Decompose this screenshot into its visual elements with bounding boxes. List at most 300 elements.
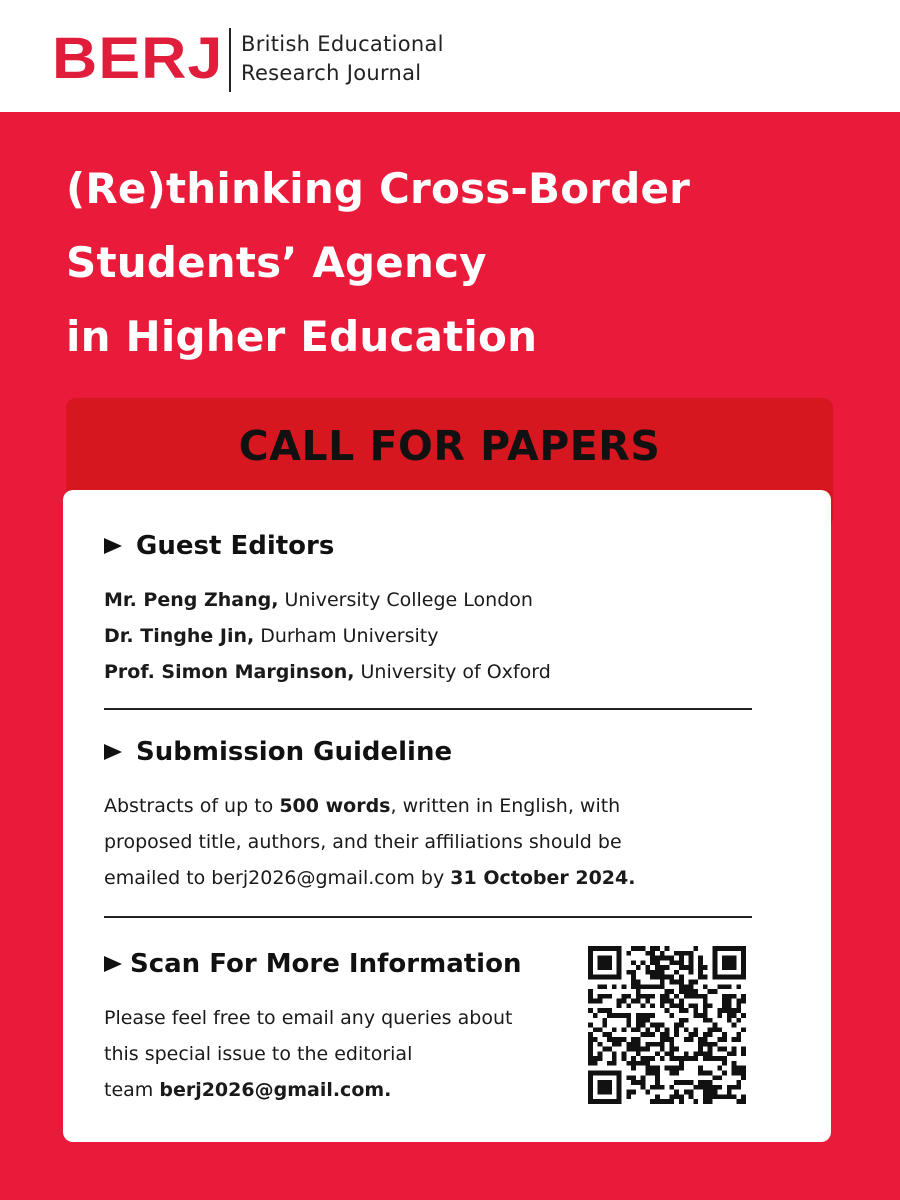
scan-line2: this special issue to the editorial (104, 1043, 413, 1065)
qr-module (617, 1037, 622, 1042)
qr-module (631, 1075, 636, 1080)
qr-module (660, 956, 665, 961)
qr-module (588, 1023, 593, 1028)
qr-module (650, 970, 655, 975)
qr-module (679, 999, 684, 1004)
qr-module (736, 946, 741, 951)
qr-module (708, 1099, 713, 1104)
qr-module (588, 1075, 593, 1080)
qr-module (602, 1085, 607, 1090)
qr-module (684, 965, 689, 970)
qr-module (598, 1008, 603, 1013)
qr-module (607, 1080, 612, 1085)
qr-module (598, 1051, 603, 1056)
qr-module (727, 1008, 732, 1013)
text-span: emailed to berj2026@gmail.com by (104, 867, 451, 889)
qr-module (703, 965, 708, 970)
qr-module (708, 1047, 713, 1052)
qr-module (689, 1094, 694, 1099)
qr-module (655, 1042, 660, 1047)
qr-module (631, 999, 636, 1004)
qr-module (607, 994, 612, 999)
qr-module (617, 1094, 622, 1099)
qr-module (660, 994, 665, 999)
qr-module (712, 970, 717, 975)
qr-module (727, 1094, 732, 1099)
qr-module (626, 1047, 631, 1052)
qr-module (655, 956, 660, 961)
qr-module (703, 1070, 708, 1075)
qr-module (674, 1066, 679, 1071)
qr-module (674, 1032, 679, 1037)
qr-module (650, 984, 655, 989)
qr-module (741, 1099, 746, 1104)
qr-module (689, 956, 694, 961)
qr-module (636, 1080, 641, 1085)
qr-module (679, 980, 684, 985)
qr-module (660, 1099, 665, 1104)
qr-module (641, 1047, 646, 1052)
qr-module (679, 1008, 684, 1013)
qr-module (679, 1018, 684, 1023)
qr-module (741, 1066, 746, 1071)
qr-module (645, 1018, 650, 1023)
qr-module (712, 951, 717, 956)
editor-row (104, 582, 551, 618)
qr-module (703, 994, 708, 999)
qr-module (622, 994, 627, 999)
qr-module (698, 1037, 703, 1042)
qr-module (636, 1051, 641, 1056)
qr-module (698, 1085, 703, 1090)
qr-module (741, 1075, 746, 1080)
qr-module (698, 960, 703, 965)
qr-module (588, 951, 593, 956)
page-title (66, 152, 846, 374)
qr-module (689, 1003, 694, 1008)
qr-module (641, 1085, 646, 1090)
qr-module (655, 1099, 660, 1104)
qr-module (641, 960, 646, 965)
qr-module (674, 970, 679, 975)
qr-module (717, 984, 722, 989)
qr-module (679, 951, 684, 956)
divider (104, 916, 752, 918)
qr-module (588, 1042, 593, 1047)
qr-module (693, 1013, 698, 1018)
qr-module (641, 1013, 646, 1018)
qr-module (722, 1094, 727, 1099)
qr-module (593, 1070, 598, 1075)
qr-module (660, 1037, 665, 1042)
qr-module (732, 1047, 737, 1052)
qr-module (674, 1027, 679, 1032)
scan-heading (104, 946, 521, 982)
qr-module (698, 994, 703, 999)
qr-module (636, 999, 641, 1004)
qr-module (631, 1090, 636, 1095)
qr-module (650, 960, 655, 965)
qr-module (617, 1003, 622, 1008)
qr-module (736, 1066, 741, 1071)
qr-module (698, 1080, 703, 1085)
qr-module (598, 1027, 603, 1032)
qr-module (732, 965, 737, 970)
qr-module (602, 1099, 607, 1104)
qr-module (607, 1047, 612, 1052)
qr-module (631, 1042, 636, 1047)
qr-module (588, 1037, 593, 1042)
qr-module (703, 1042, 708, 1047)
qr-module (645, 999, 650, 1004)
qr-module (693, 980, 698, 985)
qr-module (722, 1070, 727, 1075)
qr-module (636, 1042, 641, 1047)
qr-module (612, 1037, 617, 1042)
qr-module (736, 975, 741, 980)
qr-module (698, 1070, 703, 1075)
qr-module (693, 1032, 698, 1037)
qr-module (693, 994, 698, 999)
play-arrow-icon (104, 538, 122, 554)
qr-module (727, 1003, 732, 1008)
qr-module (622, 1027, 627, 1032)
qr-module (741, 975, 746, 980)
qr-module (607, 1090, 612, 1095)
qr-module (631, 1037, 636, 1042)
qr-module (665, 989, 670, 994)
qr-module (712, 989, 717, 994)
qr-module (650, 994, 655, 999)
editor-name: Mr. Peng Zhang, (104, 589, 279, 611)
qr-module (712, 946, 717, 951)
submission-line3 (104, 860, 635, 896)
qr-module (703, 975, 708, 980)
qr-module (669, 1056, 674, 1061)
qr-module (607, 1061, 612, 1066)
title-line3: in Higher Education (66, 312, 538, 361)
text-span: , written in English, with (390, 795, 621, 817)
qr-module (712, 1042, 717, 1047)
qr-module (727, 975, 732, 980)
qr-module (679, 960, 684, 965)
journal-name-line1: British Educational (241, 32, 444, 56)
qr-module (598, 956, 603, 961)
qr-module (636, 1027, 641, 1032)
qr-module (598, 1070, 603, 1075)
submission-label: Submission Guideline (136, 737, 453, 767)
qr-module (588, 960, 593, 965)
qr-module (736, 1003, 741, 1008)
text-span: team (104, 1079, 160, 1101)
qr-module (612, 946, 617, 951)
qr-module (689, 984, 694, 989)
qr-module (674, 1090, 679, 1095)
qr-module (722, 975, 727, 980)
qr-module (736, 999, 741, 1004)
qr-module (650, 946, 655, 951)
qr-module (727, 960, 732, 965)
contact-email: berj2026@gmail.com. (159, 1079, 392, 1101)
qr-module (717, 1037, 722, 1042)
qr-module (689, 960, 694, 965)
qr-module (607, 1032, 612, 1037)
qr-module (607, 1070, 612, 1075)
qr-module (665, 1027, 670, 1032)
qr-module (588, 975, 593, 980)
qr-module (708, 989, 713, 994)
qr-module (689, 1037, 694, 1042)
qr-module (679, 1099, 684, 1104)
qr-module (617, 1099, 622, 1104)
submission-heading (104, 734, 452, 770)
scan-text (104, 1000, 512, 1108)
qr-module (607, 1013, 612, 1018)
qr-module (665, 946, 670, 951)
qr-module (588, 1094, 593, 1099)
journal-name (241, 30, 444, 88)
qr-module (636, 989, 641, 994)
qr-module (660, 965, 665, 970)
qr-module (712, 965, 717, 970)
qr-module (684, 984, 689, 989)
qr-module (684, 951, 689, 956)
qr-module (588, 1056, 593, 1061)
qr-module (626, 970, 631, 975)
qr-module (602, 984, 607, 989)
qr-module (665, 965, 670, 970)
qr-module (684, 1027, 689, 1032)
qr-module (679, 965, 684, 970)
qr-module (636, 1018, 641, 1023)
qr-module (665, 994, 670, 999)
qr-module (593, 1013, 598, 1018)
qr-module (708, 1027, 713, 1032)
qr-module (631, 970, 636, 975)
qr-module (617, 1075, 622, 1080)
qr-module (660, 951, 665, 956)
qr-module (588, 1099, 593, 1104)
qr-module (631, 984, 636, 989)
qr-module (679, 984, 684, 989)
qr-module (665, 1037, 670, 1042)
qr-module (602, 1047, 607, 1052)
qr-module (736, 1099, 741, 1104)
qr-module (736, 1080, 741, 1085)
qr-module (741, 1013, 746, 1018)
qr-module (741, 951, 746, 956)
qr-module (693, 1003, 698, 1008)
qr-module (703, 1099, 708, 1104)
qr-module (693, 1051, 698, 1056)
qr-module (660, 1042, 665, 1047)
qr-module (598, 1080, 603, 1085)
qr-module (602, 994, 607, 999)
qr-module (722, 946, 727, 951)
qr-module (727, 946, 732, 951)
qr-module (712, 975, 717, 980)
qr-module (689, 989, 694, 994)
qr-module (641, 1032, 646, 1037)
qr-module (650, 1070, 655, 1075)
qr-module (588, 965, 593, 970)
qr-module (617, 999, 622, 1004)
qr-module (741, 994, 746, 999)
qr-module (727, 999, 732, 1004)
title-line1: (Re)thinking Cross-Border (66, 164, 691, 213)
qr-module (645, 1013, 650, 1018)
qr-module (607, 1099, 612, 1104)
qr-module (698, 956, 703, 961)
qr-module (626, 1061, 631, 1066)
play-arrow-icon (104, 956, 122, 972)
editor-name: Prof. Simon Marginson, (104, 661, 355, 683)
qr-module (588, 1085, 593, 1090)
qr-module (655, 1023, 660, 1028)
qr-module (650, 1023, 655, 1028)
editor-name: Dr. Tinghe Jin, (104, 625, 255, 647)
qr-module (665, 956, 670, 961)
qr-module (655, 1066, 660, 1071)
qr-module (693, 1099, 698, 1104)
qr-module (703, 984, 708, 989)
qr-module (602, 946, 607, 951)
qr-module (689, 965, 694, 970)
qr-module (631, 946, 636, 951)
qr-module (684, 989, 689, 994)
qr-module (708, 1090, 713, 1095)
qr-module (612, 1099, 617, 1104)
qr-module (588, 970, 593, 975)
qr-module (708, 1042, 713, 1047)
qr-module (602, 1070, 607, 1075)
qr-module (679, 1080, 684, 1085)
qr-module (717, 1056, 722, 1061)
qr-module (736, 1032, 741, 1037)
qr-module (617, 975, 622, 980)
qr-module (602, 975, 607, 980)
qr-module (669, 1047, 674, 1052)
qr-module (679, 1056, 684, 1061)
qr-module (741, 999, 746, 1004)
qr-module (593, 1037, 598, 1042)
qr-module (665, 1008, 670, 1013)
qr-module (645, 965, 650, 970)
qr-module (626, 1094, 631, 1099)
qr-module (660, 1032, 665, 1037)
qr-module (641, 994, 646, 999)
qr-module (655, 984, 660, 989)
qr-module (660, 970, 665, 975)
qr-module (717, 1008, 722, 1013)
qr-module (679, 1003, 684, 1008)
qr-module (674, 1047, 679, 1052)
qr-module (708, 1003, 713, 1008)
qr-module (655, 1080, 660, 1085)
qr-module (598, 1090, 603, 1095)
qr-module (655, 960, 660, 965)
qr-module (622, 999, 627, 1004)
qr-module (650, 1066, 655, 1071)
qr-module (665, 1099, 670, 1104)
qr-module (741, 965, 746, 970)
qr-module (732, 1070, 737, 1075)
qr-module (698, 965, 703, 970)
qr-module (660, 1003, 665, 1008)
qr-module (732, 1013, 737, 1018)
qr-module (660, 975, 665, 980)
qr-module (679, 1023, 684, 1028)
qr-module (588, 1047, 593, 1052)
qr-code[interactable] (588, 946, 746, 1104)
qr-module (732, 994, 737, 999)
qr-module (602, 1090, 607, 1095)
qr-module (612, 975, 617, 980)
qr-module (636, 965, 641, 970)
qr-module (741, 960, 746, 965)
qr-module (598, 946, 603, 951)
scan-label: Scan For More Information (130, 949, 522, 979)
qr-module (645, 1066, 650, 1071)
qr-module (741, 1051, 746, 1056)
qr-module (607, 946, 612, 951)
qr-module (698, 1042, 703, 1047)
qr-module (617, 951, 622, 956)
qr-module (708, 1018, 713, 1023)
qr-module (617, 956, 622, 961)
qr-module (645, 951, 650, 956)
qr-module (602, 1008, 607, 1013)
qr-module (593, 975, 598, 980)
qr-module (617, 970, 622, 975)
qr-module (636, 1023, 641, 1028)
qr-module (727, 1018, 732, 1023)
qr-module (607, 956, 612, 961)
qr-module (631, 960, 636, 965)
qr-module (717, 975, 722, 980)
qr-module (722, 994, 727, 999)
divider (104, 708, 752, 710)
qr-module (722, 1061, 727, 1066)
qr-module (612, 984, 617, 989)
qr-module (679, 1066, 684, 1071)
qr-module (736, 1037, 741, 1042)
qr-module (684, 1018, 689, 1023)
editor-row (104, 654, 551, 690)
qr-module (626, 1018, 631, 1023)
qr-module (626, 1075, 631, 1080)
qr-module (655, 946, 660, 951)
qr-module (588, 1051, 593, 1056)
submission-line2: proposed title, authors, and their affiliations should be (104, 831, 622, 853)
qr-module (588, 1080, 593, 1085)
qr-module (645, 984, 650, 989)
qr-module (588, 946, 593, 951)
qr-module (593, 1099, 598, 1104)
qr-module (741, 946, 746, 951)
qr-module (703, 1008, 708, 1013)
qr-module (712, 956, 717, 961)
qr-module (689, 951, 694, 956)
qr-module (703, 1090, 708, 1095)
deadline: 31 October 2024. (450, 867, 636, 889)
qr-module (669, 1003, 674, 1008)
qr-module (617, 1070, 622, 1075)
qr-module (674, 1023, 679, 1028)
qr-module (645, 970, 650, 975)
qr-module (674, 1094, 679, 1099)
qr-module (669, 989, 674, 994)
